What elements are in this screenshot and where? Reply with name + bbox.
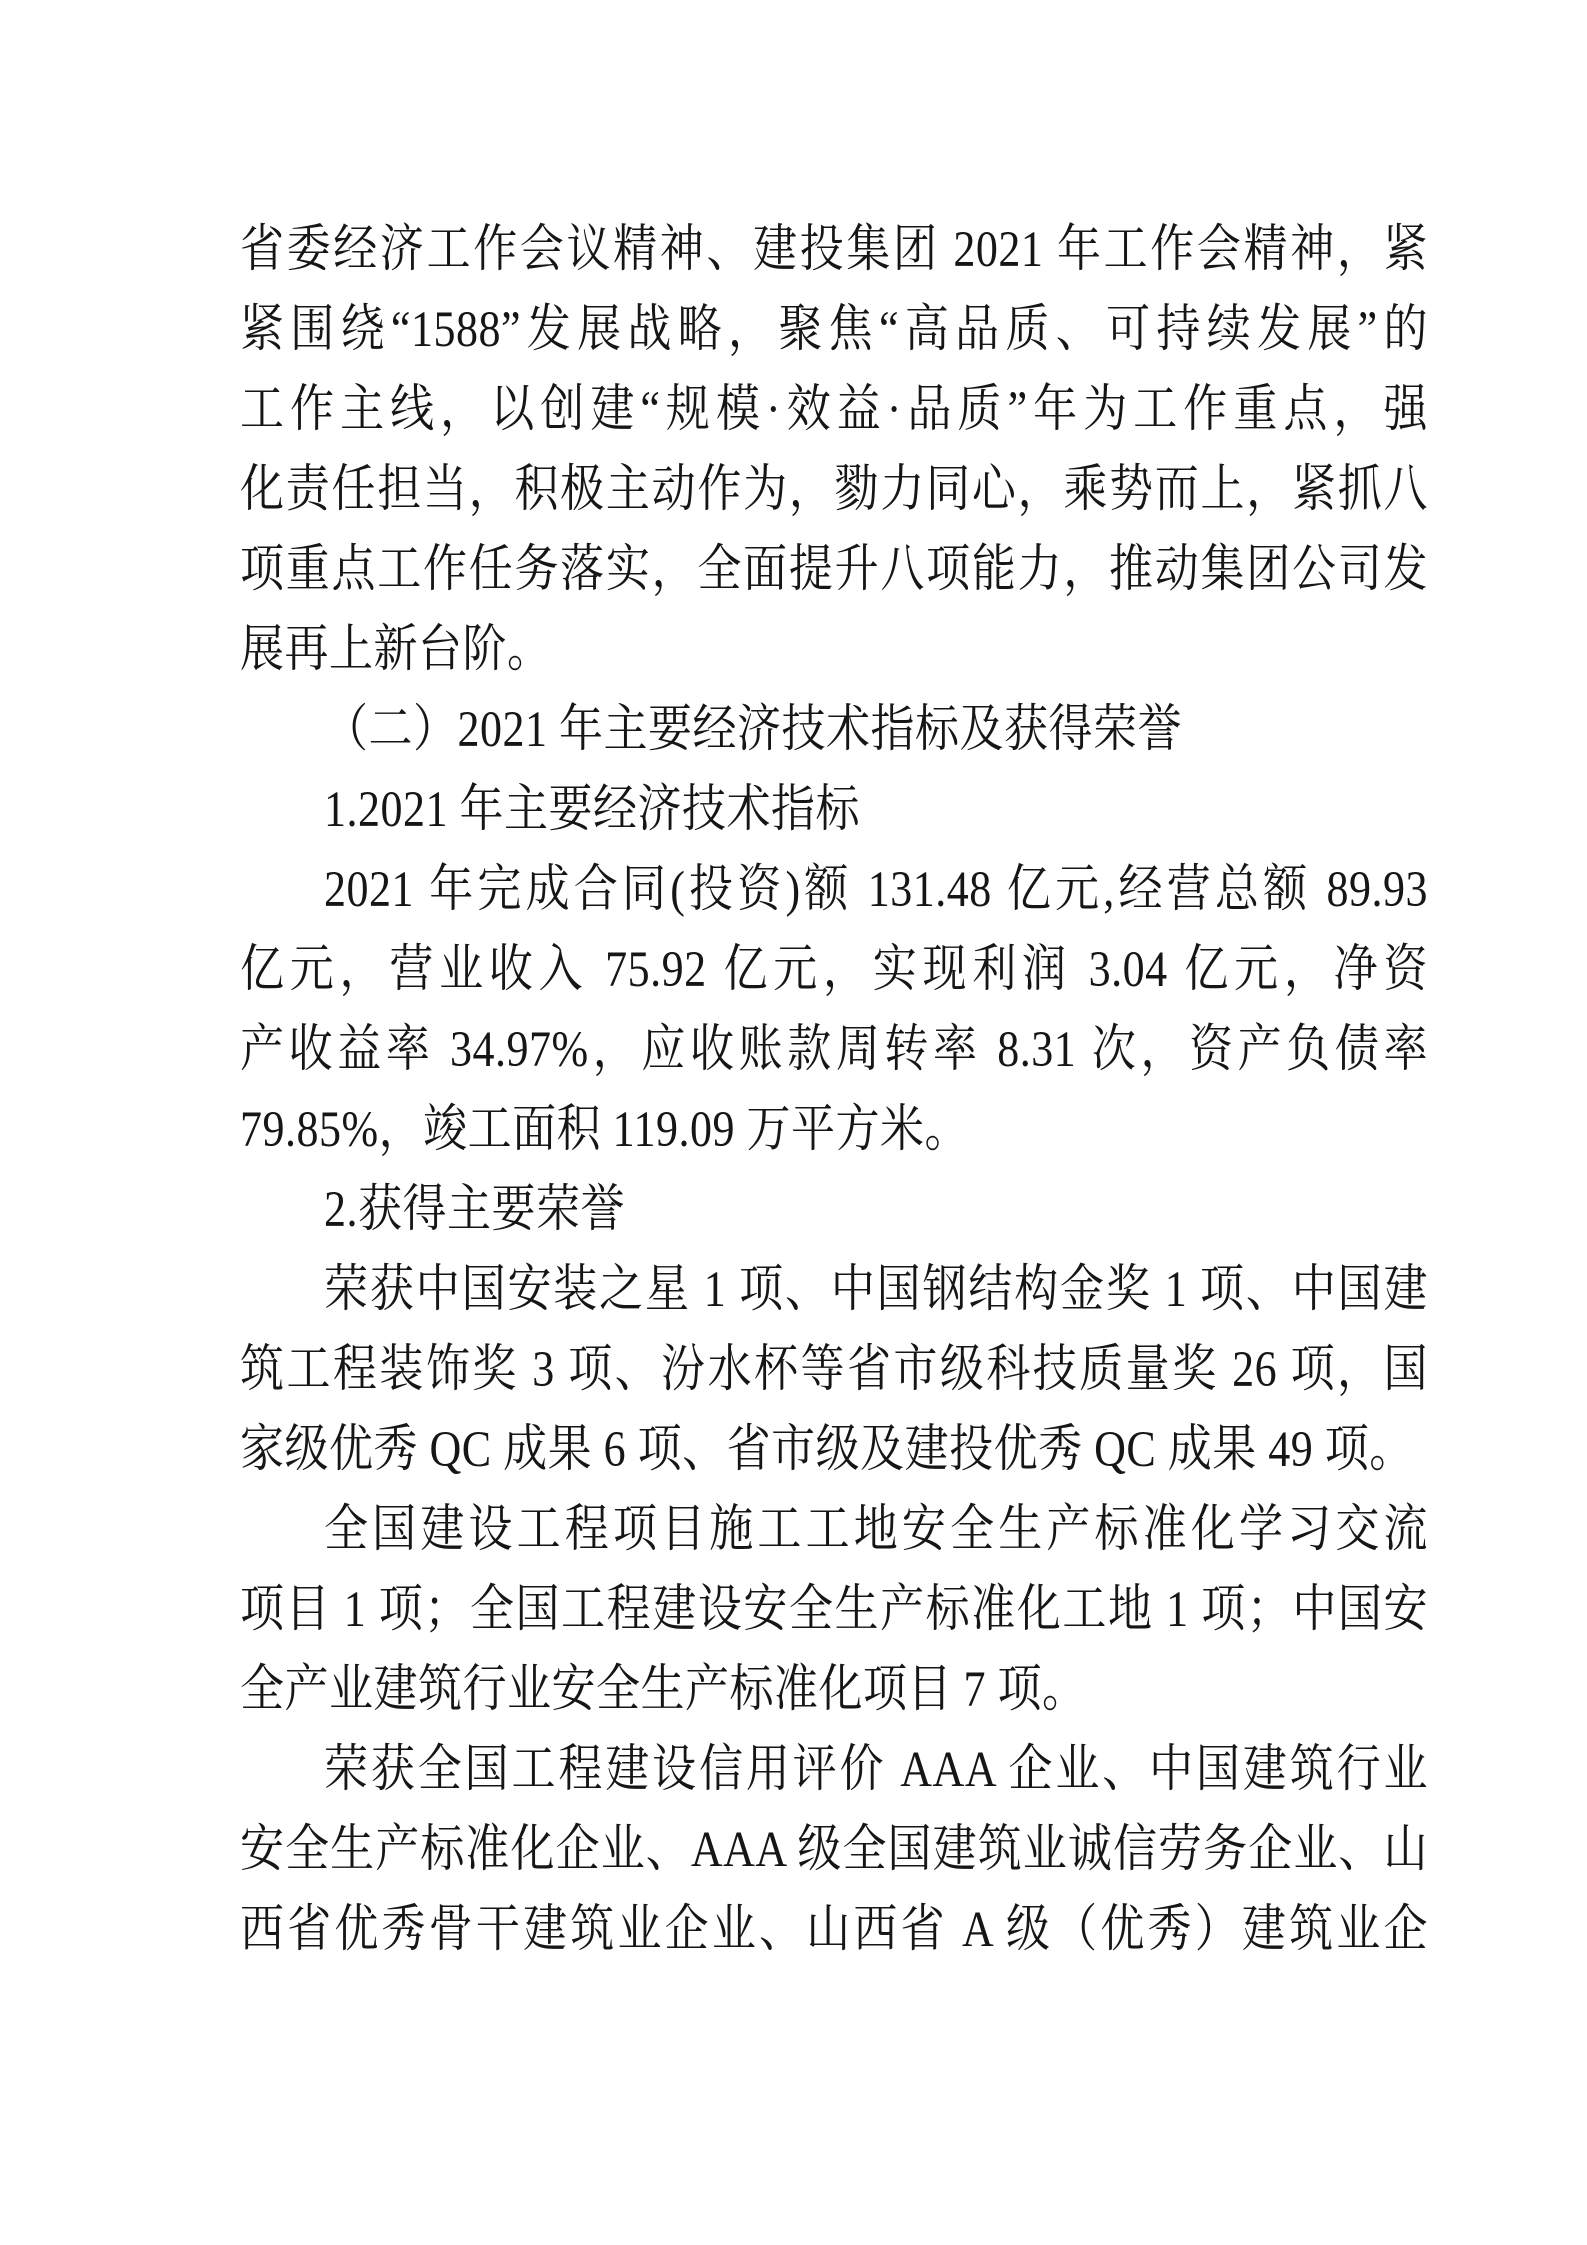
text-line: 产收益率 34.97%，应收账款周转率 8.31 次，资产负债率 xyxy=(240,1021,1428,1078)
text-line: 荣获全国工程建设信用评价 AAA 企业、中国建筑行业 xyxy=(324,1741,1428,1798)
text-line: 安全生产标准化企业、AAA 级全国建筑业诚信劳务企业、山 xyxy=(240,1821,1428,1878)
text-line: 1.2021 年主要经济技术指标 xyxy=(324,781,860,838)
text-line: 化责任担当，积极主动作为，勠力同心，乘势而上，紧抓八 xyxy=(240,461,1428,518)
text-line: 亿元，营业收入 75.92 亿元，实现利润 3.04 亿元，净资 xyxy=(240,941,1428,998)
text-line: 全产业建筑行业安全生产标准化项目 7 项。 xyxy=(240,1661,1087,1718)
text-line: 紧围绕“1588”发展战略，聚焦“高品质、可持续发展”的 xyxy=(240,301,1428,358)
text-line: 筑工程装饰奖 3 项、汾水杯等省市级科技质量奖 26 项，国 xyxy=(240,1341,1428,1398)
text-line: 西省优秀骨干建筑业企业、山西省 A 级（优秀）建筑业企 xyxy=(240,1901,1428,1958)
text-line: 2021 年完成合同(投资)额 131.48 亿元,经营总额 89.93 xyxy=(324,861,1428,918)
document-body xyxy=(240,210,1428,1970)
text-line: 项重点工作任务落实，全面提升八项能力，推动集团公司发 xyxy=(240,541,1428,598)
text-line: 79.85%，竣工面积 119.09 万平方米。 xyxy=(240,1101,970,1158)
text-line: 项目 1 项；全国工程建设安全生产标准化工地 1 项；中国安 xyxy=(240,1581,1428,1638)
text-line: 荣获中国安装之星 1 项、中国钢结构金奖 1 项、中国建 xyxy=(324,1261,1428,1318)
text-line: （二）2021 年主要经济技术指标及获得荣誉 xyxy=(324,701,1182,758)
text-line: 省委经济工作会议精神、建投集团 2021 年工作会精神，紧 xyxy=(240,221,1428,278)
text-line: 展再上新台阶。 xyxy=(240,621,552,678)
text-line: 全国建设工程项目施工工地安全生产标准化学习交流 xyxy=(324,1501,1428,1558)
text-line: 家级优秀 QC 成果 6 项、省市级及建投优秀 QC 成果 49 项。 xyxy=(240,1421,1414,1478)
text-line: 2.获得主要荣誉 xyxy=(324,1181,625,1238)
text-line: 工作主线，以创建“规模·效益·品质”年为工作重点，强 xyxy=(240,381,1428,438)
